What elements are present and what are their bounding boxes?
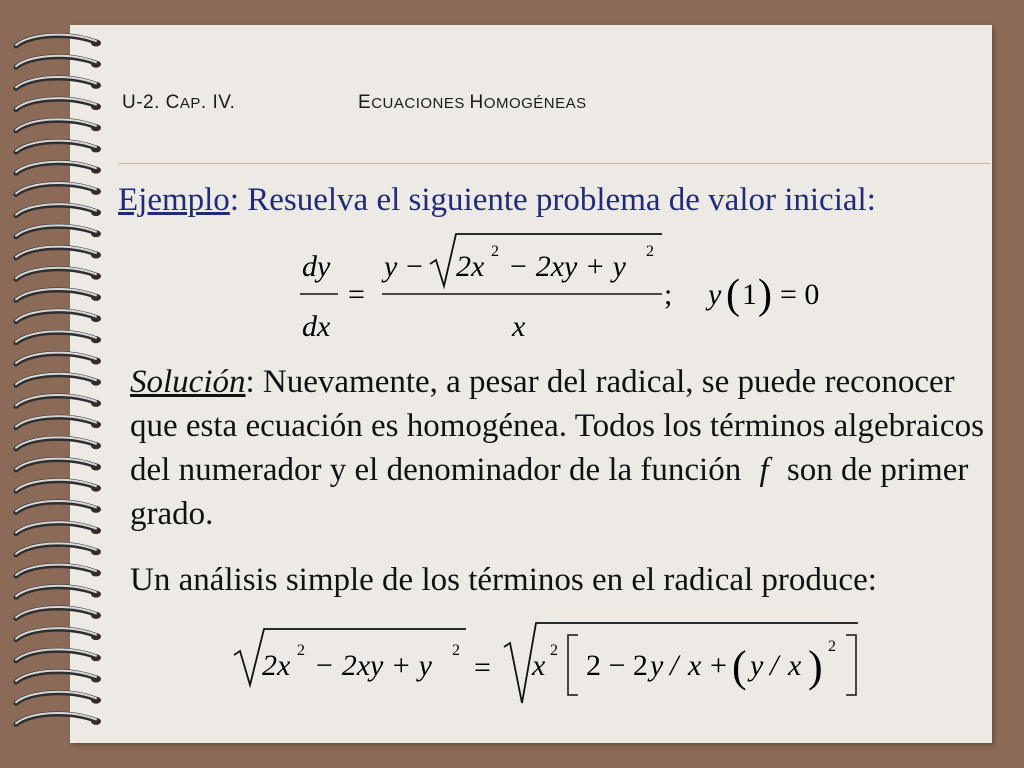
differential-equation	[290, 228, 850, 348]
spiral-ring	[16, 289, 101, 301]
eq2-paren-sup: 2	[828, 638, 836, 655]
eq2-left-sup-b: 2	[452, 642, 460, 659]
solution-text-1: : Nuevamente, a pesar del radical, se puede reconocer que esta ecuación es homogénea. Todos los términos algebraicos del numerador y el denominador de la función	[130, 364, 984, 488]
spiral-ring	[16, 692, 101, 704]
eq2-right-bracket	[846, 635, 856, 695]
eq2-paren-x: x	[788, 649, 802, 682]
eq2-x: x	[532, 649, 546, 682]
eq2-left-b: − 2xy + y	[314, 649, 432, 682]
spiral-ring	[16, 331, 101, 343]
spiral-ring	[16, 459, 101, 471]
ic-left-paren: (	[726, 272, 740, 318]
spiral-ring	[16, 565, 101, 577]
eq2-right-paren: )	[808, 642, 823, 691]
eq2-inner-plus: +	[710, 649, 727, 682]
spiral-ring	[16, 522, 101, 534]
spiral-ring	[16, 543, 101, 555]
eq1-equals: =	[348, 278, 365, 311]
eq2-equals: =	[474, 651, 491, 684]
solution-text-2: son de primer grado.	[130, 452, 969, 532]
spiral-ring	[16, 35, 101, 47]
eq2-paren-slash: /	[770, 649, 779, 682]
eq1-sup-b: 2	[646, 243, 654, 260]
solution-label: Solución	[130, 364, 246, 400]
eq1-radicand-a: 2x	[456, 250, 485, 283]
ic-arg: 1	[742, 278, 757, 311]
spiral-ring	[16, 268, 101, 280]
spiral-ring	[16, 77, 101, 89]
spiral-ring	[16, 480, 101, 492]
spiral-ring	[16, 247, 101, 259]
eq2-right-radical-sign	[504, 623, 858, 703]
eq1-lhs-denominator: dx	[302, 310, 331, 343]
eq1-semicolon: ;	[664, 278, 673, 311]
example-heading	[118, 182, 876, 219]
spiral-ring	[16, 162, 101, 174]
eq1-rhs-denominator: x	[512, 310, 526, 343]
spiral-ring	[16, 119, 101, 131]
spiral-ring	[16, 183, 101, 195]
spiral-ring	[16, 141, 101, 153]
ic-right-paren: )	[758, 272, 772, 318]
eq2-inner-slash: /	[670, 649, 679, 682]
spiral-binding	[0, 0, 130, 768]
spiral-ring	[16, 501, 101, 513]
eq2-left-bracket	[568, 635, 578, 695]
spiral-ring	[16, 607, 101, 619]
eq1-radicand-b: − 2xy + y	[508, 250, 626, 283]
eq2-left-a: 2x	[262, 649, 291, 682]
topic-title: ECUACIONES HOMOGÉNEAS	[358, 92, 587, 113]
eq2-x-sup: 2	[550, 642, 558, 659]
spiral-ring	[16, 671, 101, 683]
eq2-inner-a: 2 − 2	[586, 649, 648, 682]
eq1-lhs-numerator: dy	[302, 250, 331, 283]
spiral-ring	[16, 353, 101, 365]
spiral-ring	[16, 225, 101, 237]
spiral-ring	[16, 395, 101, 407]
spiral-ring	[16, 713, 101, 725]
eq2-paren-y: y	[750, 649, 764, 682]
spiral-ring	[16, 56, 101, 68]
eq2-inner-y: y	[650, 649, 664, 682]
spiral-ring	[16, 416, 101, 428]
analysis-text: Un análisis simple de los términos en el radical produce:	[130, 562, 877, 598]
eq1-num-minus: −	[406, 250, 423, 283]
eq2-inner-x: x	[688, 649, 702, 682]
eq1-sup-a: 2	[491, 243, 499, 260]
spiral-ring	[16, 98, 101, 110]
ic-rhs: = 0	[780, 278, 820, 311]
ic-y: y	[708, 278, 722, 311]
spiral-ring	[16, 374, 101, 386]
eq1-num-y: y	[384, 250, 398, 283]
eq2-left-sup-a: 2	[297, 642, 305, 659]
function-f: f	[759, 452, 769, 488]
radical-factorization-equation	[230, 615, 890, 710]
solution-paragraph	[130, 360, 990, 536]
unit-chapter-label: U-2. CAP. IV.	[122, 92, 236, 113]
eq2-left-paren: (	[732, 642, 747, 691]
spiral-ring	[16, 586, 101, 598]
header-divider	[118, 163, 990, 164]
spiral-ring	[16, 204, 101, 216]
example-label: Ejemplo	[118, 182, 230, 218]
example-text: : Resuelva el siguiente problema de valor inicial:	[229, 182, 876, 218]
spiral-ring	[16, 649, 101, 661]
spiral-ring	[16, 437, 101, 449]
spiral-ring	[16, 628, 101, 640]
spiral-ring	[16, 310, 101, 322]
